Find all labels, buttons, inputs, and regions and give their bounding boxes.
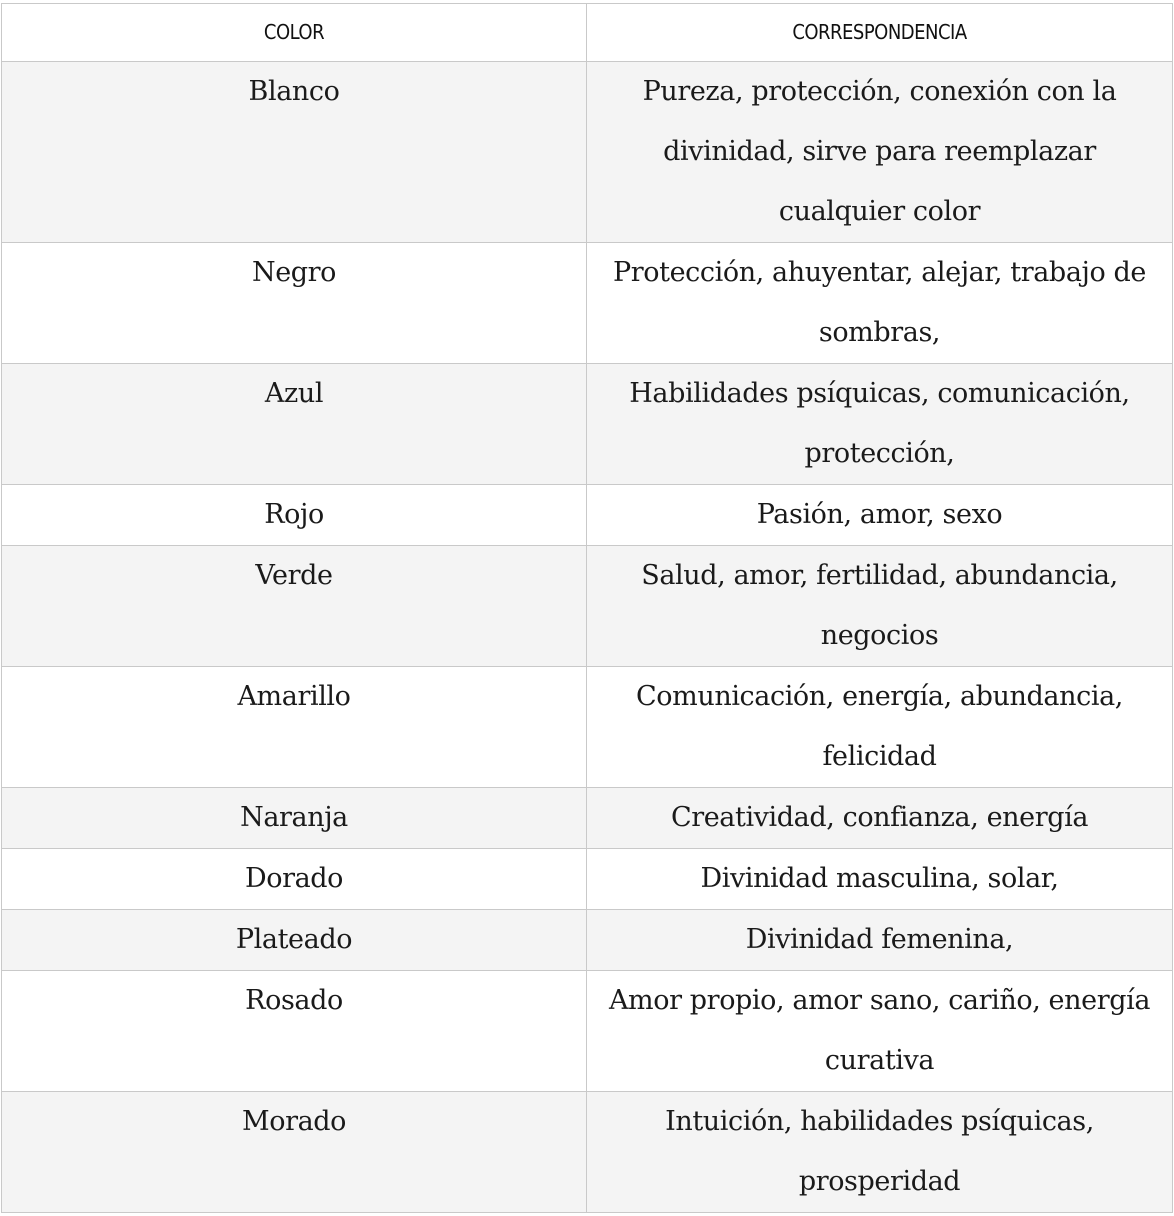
meaning-cell: Creatividad, confianza, energía: [587, 788, 1173, 849]
color-cell: Verde: [2, 546, 587, 667]
meaning-cell: Habilidades psíquicas, comunicación, protección,: [587, 364, 1173, 485]
meaning-cell: Amor propio, amor sano, cariño, energía curativa: [587, 971, 1173, 1092]
color-correspondence-table: [1, 3, 1173, 1213]
table-header: [2, 4, 1173, 62]
color-cell: Naranja: [2, 788, 587, 849]
meaning-cell: Pasión, amor, sexo: [587, 485, 1173, 546]
table-row: [2, 62, 1173, 243]
table-row: [2, 971, 1173, 1092]
meaning-cell: Divinidad femenina,: [587, 910, 1173, 971]
meaning-cell: Comunicación, energía, abundancia, felicidad: [587, 667, 1173, 788]
color-cell: Negro: [2, 243, 587, 364]
table-row: [2, 243, 1173, 364]
table-body: [2, 62, 1173, 1213]
meaning-cell: Intuición, habilidades psíquicas, prosperidad: [587, 1092, 1173, 1213]
color-cell: Rosado: [2, 971, 587, 1092]
color-cell: Plateado: [2, 910, 587, 971]
table-row: [2, 485, 1173, 546]
table-row: [2, 1092, 1173, 1213]
color-cell: Blanco: [2, 62, 587, 243]
table-row: [2, 849, 1173, 910]
meaning-cell: Salud, amor, fertilidad, abundancia, negocios: [587, 546, 1173, 667]
header-correspondence: CORRESPONDENCIA: [587, 4, 1173, 62]
meaning-cell: Pureza, protección, conexión con la divinidad, sirve para reemplazar cualquier color: [587, 62, 1173, 243]
color-cell: Amarillo: [2, 667, 587, 788]
meaning-cell: Divinidad masculina, solar,: [587, 849, 1173, 910]
color-cell: Rojo: [2, 485, 587, 546]
table-row: [2, 667, 1173, 788]
color-cell: Azul: [2, 364, 587, 485]
meaning-cell: Protección, ahuyentar, alejar, trabajo de sombras,: [587, 243, 1173, 364]
color-cell: Dorado: [2, 849, 587, 910]
color-cell: Morado: [2, 1092, 587, 1213]
table-row: [2, 364, 1173, 485]
header-color: COLOR: [2, 4, 587, 62]
header-row: [2, 4, 1173, 62]
table-row: [2, 546, 1173, 667]
table-row: [2, 788, 1173, 849]
table-row: [2, 910, 1173, 971]
